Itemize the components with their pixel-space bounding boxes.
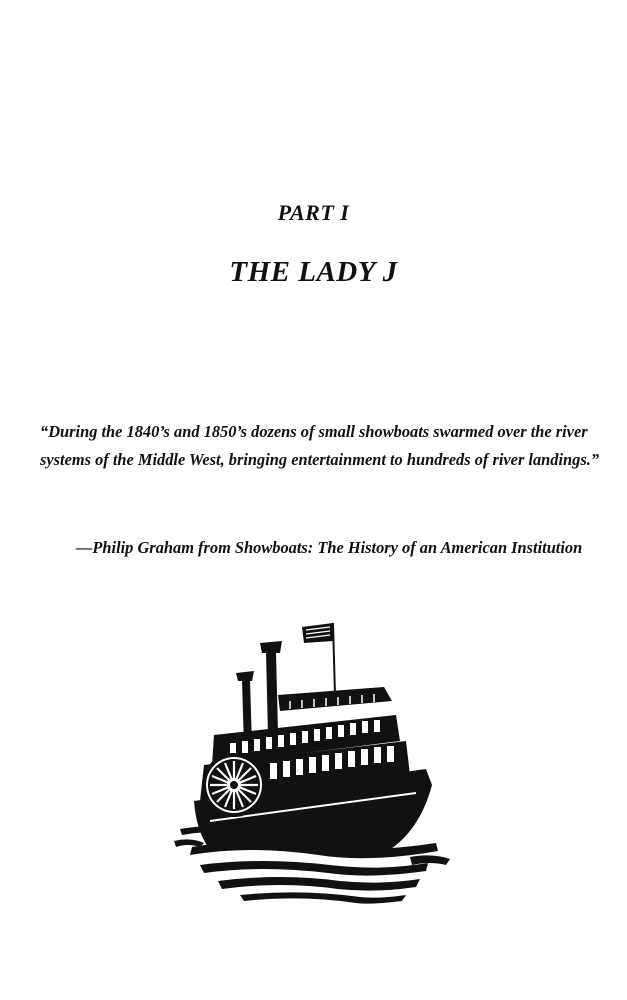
epigraph-attribution: —Philip Graham from Showboats: The History of an American Institution	[76, 538, 583, 557]
part-label: PART I	[277, 200, 350, 225]
part-title: THE LADY J	[229, 256, 398, 288]
epigraph-quote: “During the 1840’s and 1850’s dozens of small showboats swarmed over the river systems of the Middle West, bringing entertainment to hundreds of river landings.”	[40, 422, 600, 469]
steamboat-icon	[170, 615, 460, 905]
